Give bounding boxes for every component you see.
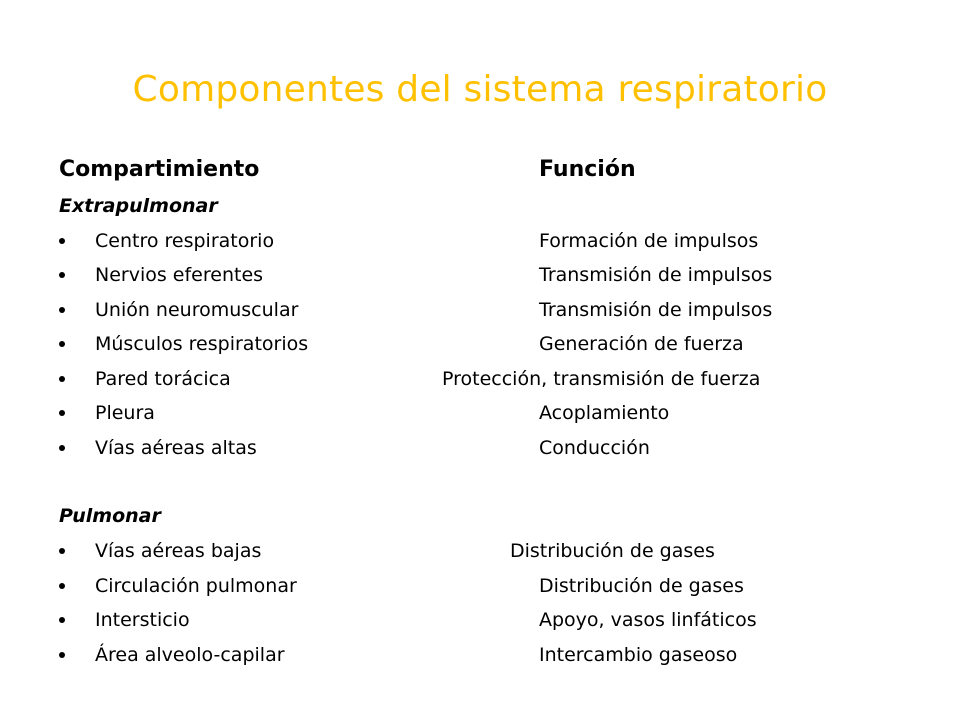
- function-label: Formación de impulsos: [539, 230, 759, 252]
- section-label-pulmonar: Pulmonar: [59, 505, 161, 527]
- compartment-label: Pleura: [95, 402, 155, 424]
- bullet-icon: [59, 583, 65, 589]
- function-label: Transmisión de impulsos: [539, 299, 773, 321]
- function-label: Apoyo, vasos linfáticos: [539, 609, 757, 631]
- function-label: Distribución de gases: [510, 540, 715, 562]
- section-label-extrapulmonar: Extrapulmonar: [59, 195, 218, 217]
- function-label: Transmisión de impulsos: [539, 264, 773, 286]
- column-header-function: Función: [539, 157, 636, 182]
- bullet-icon: [59, 652, 65, 658]
- bullet-icon: [59, 617, 65, 623]
- column-header-compartment: Compartimiento: [59, 157, 260, 182]
- bullet-icon: [59, 238, 65, 244]
- bullet-icon: [59, 410, 65, 416]
- function-label: Distribución de gases: [539, 575, 744, 597]
- function-label: Generación de fuerza: [539, 333, 744, 355]
- compartment-label: Centro respiratorio: [95, 230, 275, 252]
- slide-title: Componentes del sistema respiratorio: [132, 69, 828, 110]
- compartment-label: Circulación pulmonar: [95, 575, 297, 597]
- bullet-icon: [59, 445, 65, 451]
- function-label: Acoplamiento: [539, 402, 670, 424]
- function-label: Protección, transmisión de fuerza: [442, 368, 761, 390]
- compartment-label: Unión neuromuscular: [95, 299, 299, 321]
- compartment-label: Músculos respiratorios: [95, 333, 309, 355]
- bullet-icon: [59, 548, 65, 554]
- compartment-label: Vías aéreas bajas: [95, 540, 262, 562]
- function-label: Conducción: [539, 437, 650, 459]
- function-label: Intercambio gaseoso: [539, 644, 738, 666]
- compartment-label: Nervios eferentes: [95, 264, 264, 286]
- compartment-label: Intersticio: [95, 609, 190, 631]
- compartment-label: Vías aéreas altas: [95, 437, 257, 459]
- bullet-icon: [59, 376, 65, 382]
- bullet-icon: [59, 341, 65, 347]
- bullet-icon: [59, 307, 65, 313]
- compartment-label: Área alveolo-capilar: [95, 644, 285, 666]
- bullet-icon: [59, 272, 65, 278]
- compartment-label: Pared torácica: [95, 368, 231, 390]
